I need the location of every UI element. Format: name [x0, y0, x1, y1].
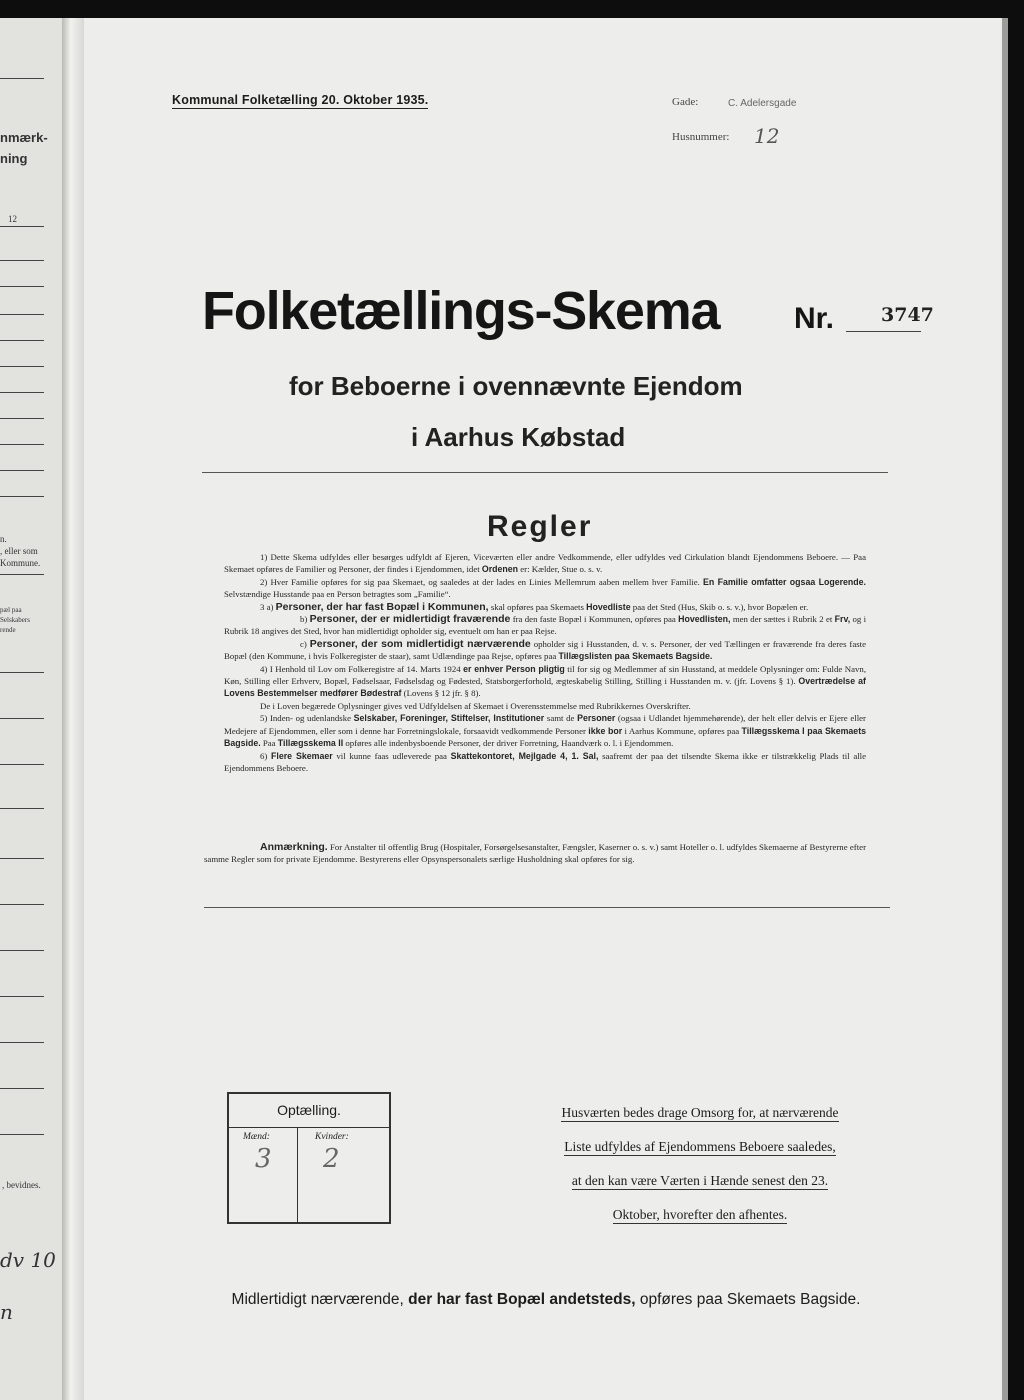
divider [204, 907, 890, 908]
ruled-line [0, 286, 44, 287]
ruled-line [0, 392, 44, 393]
house-number-value: 12 [754, 124, 780, 148]
notice-line: Liste udfyldes af Ejendommens Beboere saaledes, [564, 1139, 836, 1154]
page-edge [1002, 18, 1008, 1400]
divider [202, 472, 888, 473]
ruled-line [0, 574, 44, 575]
census-form-page [84, 18, 1002, 1400]
notice-line: Oktober, hvorefter den afhentes. [612, 1207, 788, 1222]
ruled-line [0, 764, 44, 765]
women-label: Kvinder: [315, 1132, 349, 1142]
rule-3b: b) Personer, der er midlertidigt fraværende fra den faste Bopæl i Kommunen, opføres paa Hovedlisten, men der sættes i Rubrik 2 et Frv, og i Rubrik 18 angives det Sted, hvor han midlertidigt opholder sig, eventuelt om han er paa Rejse. [224, 613, 867, 637]
form-subtitle-city: i Aarhus Købstad [411, 422, 626, 452]
census-header: Kommunal Folketælling 20. Oktober 1935. [172, 93, 429, 107]
men-label: Mænd: [243, 1132, 270, 1142]
house-number-label: Husnummer: [672, 131, 730, 143]
left-page-text: n. [0, 534, 7, 544]
form-number: 3747 [881, 304, 934, 326]
left-page-text: ning [0, 151, 28, 166]
ruled-line [0, 672, 44, 673]
left-page-text: nmærk- [0, 130, 48, 145]
ruled-line [0, 496, 44, 497]
rule-2: 2) Hver Familie opføres for sig paa Skemaet, og saaledes at der lades en Linies Mellemrum aaben mellem hver Familie. En Familie omfatter ogsaa Logerende. Selvstændige Husstande paa en Person betragtes som „Familie“. [224, 576, 867, 600]
ruled-line [0, 1134, 44, 1135]
left-page-text: , eller som [0, 546, 38, 556]
left-page-text: rende [0, 626, 16, 634]
ruled-line [0, 858, 44, 859]
left-page-fragment [0, 18, 62, 1400]
rules-text [224, 551, 866, 774]
count-box-divider [297, 1127, 298, 1224]
note-text: Anmærkning. For Anstalter til offentlig Brug (Hospitaler, Forsørgelsesanstalter, Fængsler, Kaserner o. s. v.) samt Hoteller o. l. udfyldes Skemaerne af Bestyrerne efter samme Regler som for private Ejendomme. Bestyrerens eller Opsynspersonalets særlige Husholdning skal opføres for sig. [204, 841, 866, 865]
rule-4-cont: De i Loven begærede Oplysninger gives ved Udfyldelsen af Skemaet i Overensstemmelse med Rubrikkernes Overskrifter. [260, 700, 691, 711]
rule-5: 5) Inden- og udenlandske Selskaber, Foreninger, Stiftelser, Institutioner samt de Personer (ogsaa i Udlandet hjemmehørende), der helt eller delvis er Ejere eller Medejere af Ejendommen, eller som i denne har Forretningslokale, forsaavidt vedkommende Personer ikke bor i Aarhus Kommune, opføres paa Tillægsskema I paa Skemaets Bagside. Paa Tillægsskema II opføres alle indenbysboende Personer, der driver Forretning, Haandværk o. l. i Ejendommen. [224, 713, 867, 749]
form-title: Folketællings-Skema [202, 281, 720, 341]
rules-heading: Regler [487, 510, 593, 543]
notice-line: at den kan være Værten i Hænde senest den 23. [571, 1173, 829, 1188]
book-gutter [62, 18, 84, 1400]
ruled-line [0, 260, 44, 261]
ruled-line [0, 808, 44, 809]
rule-6: 6) Flere Skemaer vil kunne faas udleverede paa Skattekontoret, Mejlgade 4, 1. Sal, saafremt der paa det tilsendte Skema ikke er tilstrækkelig Plads til alle Ejendommens Beboere. [224, 750, 867, 773]
rule-4: 4) I Henhold til Lov om Folkeregistre af 14. Marts 1924 er enhver Person pligtig til for sig og Medlemmer af sin Husstand, at meddele Oplysninger om: Fulde Navn, Køn, Stilling eller Erhverv, Bopæl, Fødselsaar, Fødselsdag og Fødested, Statsborgerforhold, ægteskabelig Stilling, Stilling i Husstanden m. v. (jfr. Lovens § 1). Overtrædelse af Lovens Bestemmelser medfører Bødestraf (Lovens § 12 jfr. § 8). [224, 663, 867, 699]
left-page-text: 12 [8, 214, 17, 224]
street-value: C. Adelersgade [728, 98, 797, 109]
rule-1: 1) Dette Skema udfyldes eller besørges udfyldt af Ejeren, Viceværten eller andre Vedkommende, eller udfyldes ved Cirkulation blandt Ejendommens Beboere. — Paa Skemaet opføres de Familier og Personer, der findes i Ejendommen, idet Ordenen er: Kælder, Stue o. s. v. [224, 552, 866, 575]
ruled-line [0, 314, 44, 315]
rule-3a: 3 a) Personer, der har fast Bopæl i Kommunen, skal opføres paa Skemaets Hovedliste paa det Sted (Hus, Skib o. s. v.), hvor Bopælen er. [260, 600, 809, 613]
left-page-text: Kommune. [0, 558, 41, 568]
ruled-line [0, 950, 44, 951]
form-number-label: Nr. [794, 302, 835, 335]
ruled-line [0, 1042, 44, 1043]
count-box [227, 1092, 391, 1224]
footer-note: Midlertidigt nærværende, der har fast Bopæl andetsteds, opføres paa Skemaets Bagside. [231, 1291, 861, 1308]
landlord-notice [532, 1096, 868, 1232]
notice-line: Husværten bedes drage Omsorg for, at nærværende [561, 1105, 839, 1120]
ruled-line [0, 470, 44, 471]
ruled-line [0, 718, 44, 719]
street-label: Gade: [672, 96, 699, 108]
ruled-line [0, 366, 44, 367]
men-count: 3 [255, 1144, 272, 1174]
left-page-text: , bevidnes. [2, 1180, 41, 1190]
form-subtitle: for Beboerne i ovennævnte Ejendom [289, 371, 743, 401]
ruled-line [0, 226, 44, 227]
ruled-line [0, 340, 44, 341]
handwritten-note: dv 10 [0, 1248, 56, 1272]
left-page-text: Selskabers [0, 616, 30, 624]
count-box-rule [229, 1127, 389, 1128]
ruled-line [0, 1088, 44, 1089]
left-page-text: pæl paa [0, 606, 22, 614]
ruled-line [0, 996, 44, 997]
ruled-line [0, 904, 44, 905]
form-number-underline [846, 331, 921, 332]
ruled-line [0, 444, 44, 445]
ruled-line [0, 418, 44, 419]
women-count: 2 [323, 1144, 340, 1174]
rule-3c: c) Personer, der som midlertidigt nærværende opholder sig i Husstanden, d. v. s. Personer, der ved Tællingen er fraværende fra deres faste Bopæl (den Kommune, i hvis Folkeregister de staar), samt Udlændinge paa Rejse, opføres paa Tillægslisten paa Skemaets Bagside. [224, 637, 867, 662]
ruled-line [0, 78, 44, 79]
handwritten-note: n [0, 1300, 13, 1324]
note-label: Anmærkning. [260, 841, 328, 853]
count-box-title: Optælling. [277, 1102, 341, 1118]
